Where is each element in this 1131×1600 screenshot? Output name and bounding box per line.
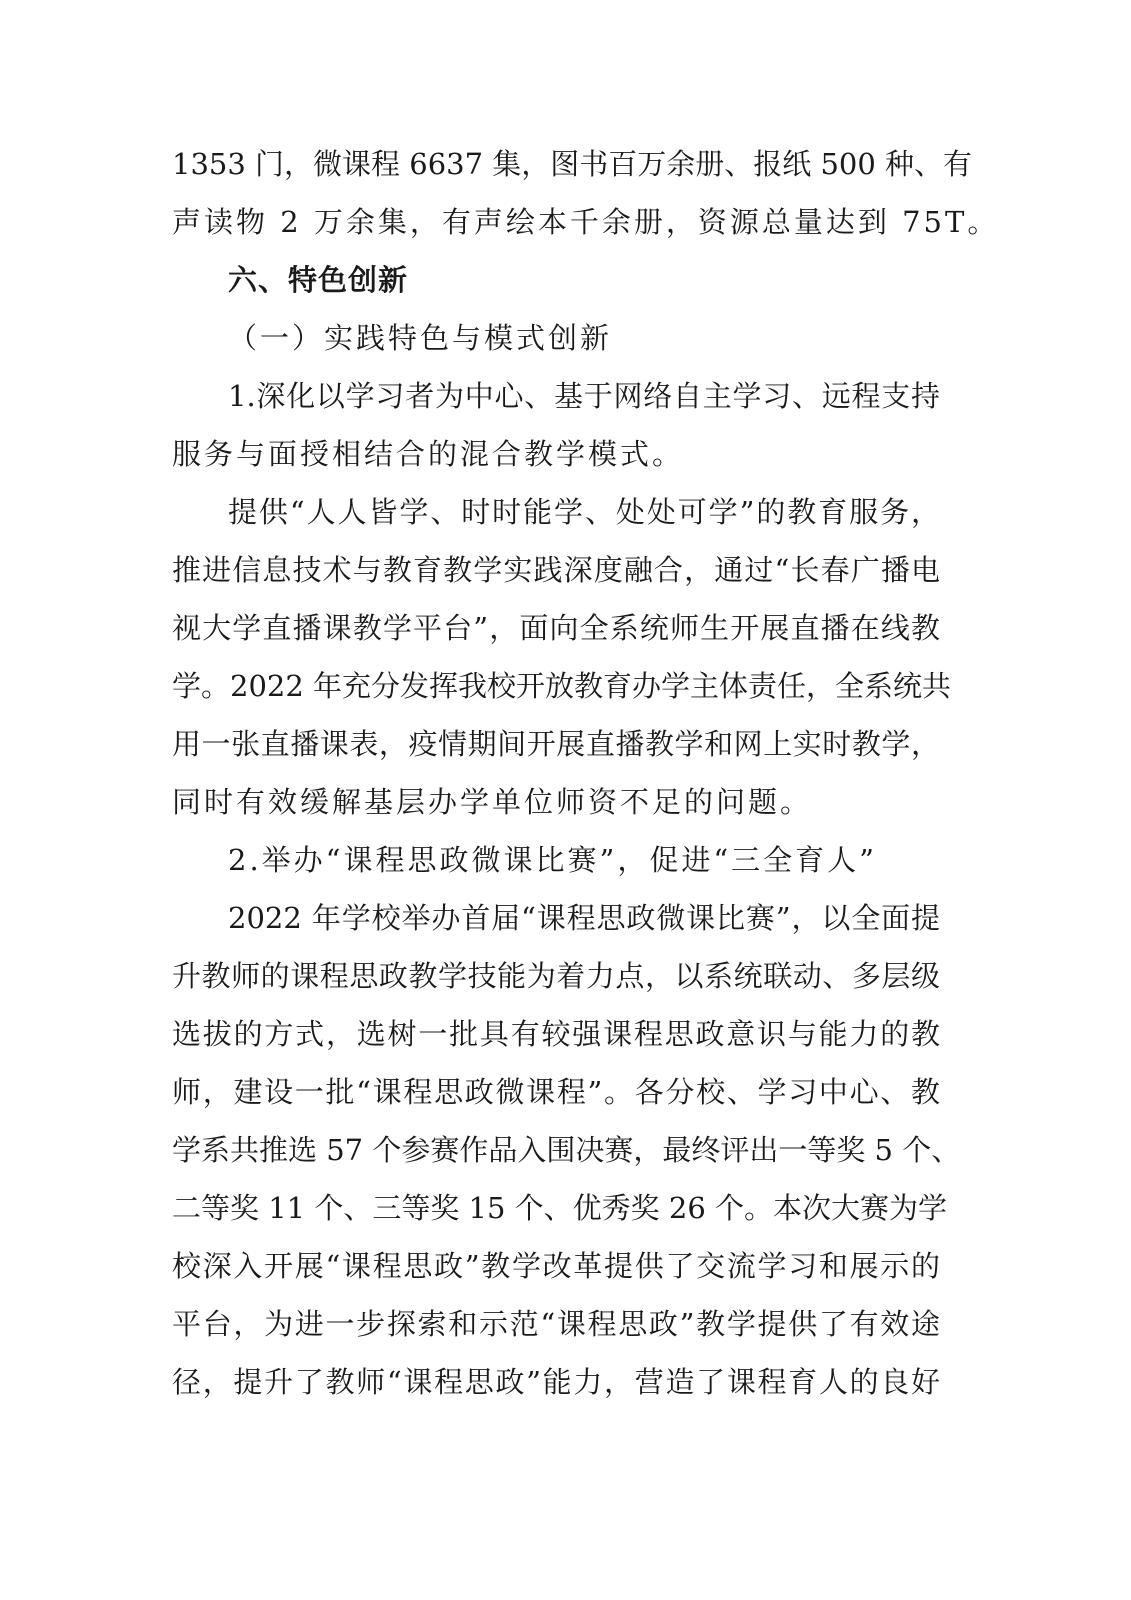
paragraph-line: 径，提升了教师“课程思政”能力，营造了课程育人的良好 — [172, 1365, 940, 1399]
subsection-heading: （一）实践特色与模式创新 — [228, 321, 613, 355]
paragraph-line: 推进信息技术与教育教学实践深度融合，通过“长春广播电 — [172, 553, 940, 587]
paragraph-line: 同时有效缓解基层办学单位师资不足的问题。 — [172, 785, 813, 819]
paragraph-line: 选拔的方式，选树一批具有较强课程思政意识与能力的教 — [172, 1017, 940, 1051]
section-heading: 六、特色创新 — [228, 263, 409, 297]
paragraph-line: 平台，为进一步探索和示范“课程思政”教学提供了有效途 — [172, 1307, 940, 1341]
paragraph-line: 声读物 2 万余集，有声绘本千余册，资源总量达到 75T。 — [172, 205, 1000, 239]
paragraph-line: 视大学直播课教学平台”，面向全系统师生开展直播在线教 — [172, 611, 940, 645]
paragraph-line: 二等奖 11 个、三等奖 15 个、优秀奖 26 个。本次大赛为学 — [172, 1191, 948, 1225]
paragraph-line: 师，建设一批“课程思政微课程”。各分校、学习中心、教 — [172, 1075, 940, 1109]
item-heading: 2.举办“课程思政微课比赛”，促进“三全育人” — [228, 843, 877, 877]
paragraph-line: 学系共推选 57 个参赛作品入围决赛，最终评出一等奖 5 个、 — [172, 1133, 961, 1167]
paragraph-line: 升教师的课程思政教学技能为着力点，以系统联动、多层级 — [172, 959, 940, 993]
paragraph-line: 提供“人人皆学、时时能学、处处可学”的教育服务， — [228, 495, 940, 529]
paragraph-line: 校深入开展“课程思政”教学改革提供了交流学习和展示的 — [172, 1249, 940, 1283]
paragraph-line: 用一张直播课表，疫情期间开展直播教学和网上实时教学， — [172, 727, 940, 761]
paragraph-line: 服务与面授相结合的混合教学模式。 — [172, 437, 685, 471]
paragraph-line: 学。2022 年充分发挥我校开放教育办学主体责任，全系统共 — [172, 669, 952, 703]
paragraph-line: 1353 门，微课程 6637 集，图书百万余册、报纸 500 种、有 — [172, 147, 973, 181]
item-heading: 1.深化以学习者为中心、基于网络自主学习、远程支持 — [228, 379, 940, 413]
paragraph-line: 2022 年学校举办首届“课程思政微课比赛”，以全面提 — [228, 901, 940, 935]
